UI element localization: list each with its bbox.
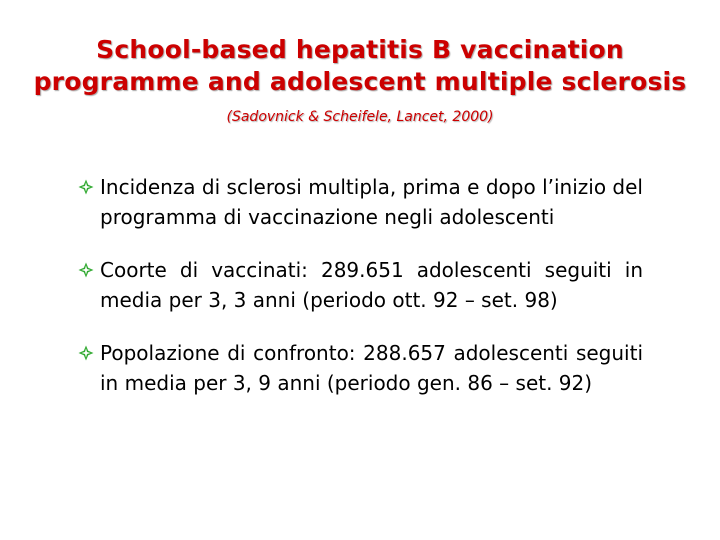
diamond-bullet-icon: [78, 262, 94, 278]
bullet-text: Incidenza di sclerosi multipla, prima e dopo l’inizio del programma di vaccinazione negli adolescenti: [100, 175, 643, 229]
diamond-bullet-icon: [78, 179, 94, 195]
bullet-item: [78, 338, 643, 398]
slide-subtitle-citation: (Sadovnick & Scheifele, Lancet, 2000): [226, 109, 494, 125]
bullet-item: [78, 255, 643, 315]
diamond-bullet-icon: [78, 345, 94, 361]
slide-header: [0, 34, 720, 126]
bullet-item: [78, 172, 643, 232]
bullet-list: [78, 172, 643, 421]
slide-title-line-1: School-based hepatitis B vaccination: [96, 35, 624, 64]
bullet-text: Coorte di vaccinati: 289.651 adolescenti seguiti in media per 3, 3 anni (periodo ott. 92 – set. 98): [100, 258, 643, 312]
slide-title-line-2: programme and adolescent multiple sclerosis: [33, 67, 687, 96]
bullet-text: Popolazione di confronto: 288.657 adolescenti seguiti in media per 3, 9 anni (periodo gen. 86 – set. 92): [100, 341, 643, 395]
